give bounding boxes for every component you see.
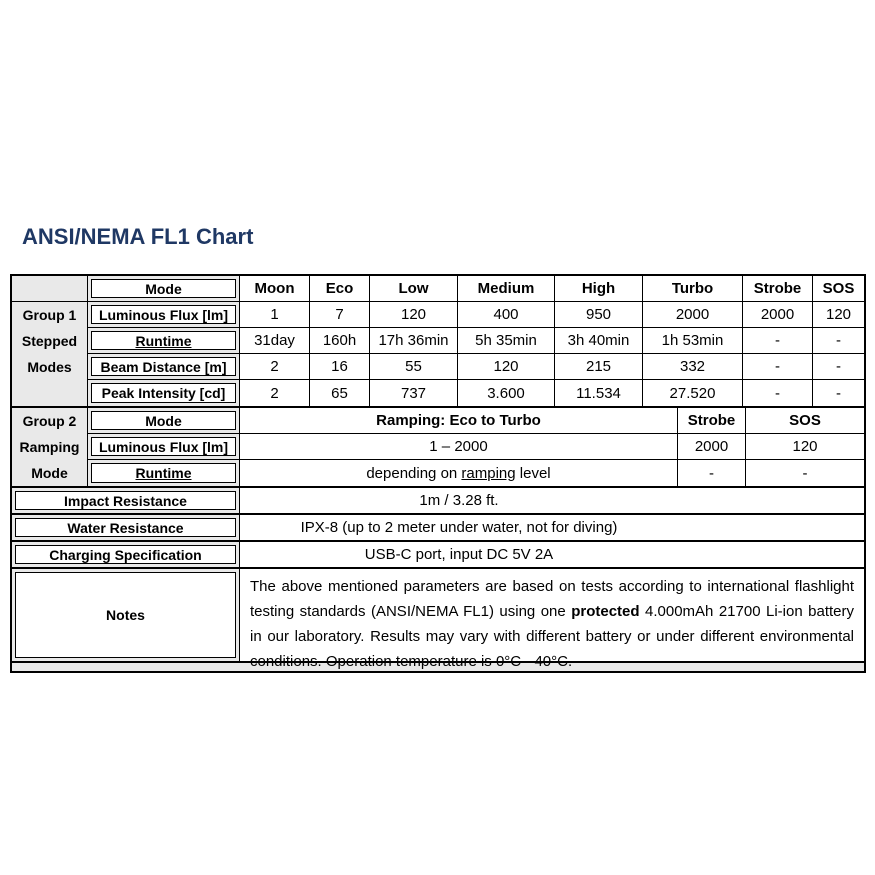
data-cell: 2000 [678,434,746,459]
header-col-moon: Moon [240,276,310,301]
header-mode-label: Mode [91,279,236,298]
row-label-runtime: Runtime [91,331,236,350]
row-label-luminous-flux: Luminous Flux [lm] [91,305,236,324]
table-row-runtime [88,328,864,354]
data-cell: 5h 35min [458,328,555,353]
group2-label-line: Group 2 [22,413,77,429]
group1-label-line: Modes [27,359,72,375]
data-cell: 16 [310,354,370,379]
row-label-cell [88,434,240,459]
text-part: level [515,464,551,482]
data-cell: 3h 40min [555,328,643,353]
text-part: depending on [366,464,462,482]
notes-row [12,569,864,670]
page-title: ANSI/NEMA FL1 Chart [22,224,254,249]
spec-label-cell [12,488,240,513]
ramping-span-cell: 1 – 2000 [240,434,678,459]
header-col-high: High [555,276,643,301]
data-cell: - [743,354,813,379]
spec-value-impact-resistance: 1m / 3.28 ft. [419,492,499,509]
data-cell: 737 [370,380,458,406]
data-cell: 332 [643,354,743,379]
notes-text-part: The above mentioned parameters are based on tests according to international flashlight testing standards (ANSI/NEMA FL1) using one [250,578,854,620]
row-label-cell [88,408,240,433]
spec-row-water-resistance [12,515,864,542]
row-label-cell [88,460,240,486]
data-cell: - [836,358,841,375]
row-label-cell [88,354,240,379]
spec-value-cell [240,515,864,540]
group2-label-line: Ramping [19,439,80,455]
spec-value-water-resistance: IPX-8 (up to 2 meter under water, not for diving) [300,519,618,536]
data-cell: 2 [240,354,310,379]
row-label-cell [88,302,240,327]
data-cell: 3.600 [458,380,555,406]
data-cell: 11.534 [555,380,643,406]
notes-bold-word: protected [571,603,640,620]
data-cell: 2000 [643,302,743,327]
group2-label [12,408,88,486]
spec-value-cell [240,542,864,567]
row-label-mode: Mode [91,411,236,430]
data-cell: 65 [310,380,370,406]
spec-value-charging-specification: USB-C port, input DC 5V 2A [364,546,554,563]
row-label-beam-distance: Beam Distance [m] [91,357,236,376]
data-cell: - [836,332,841,349]
table-row-luminous-flux [88,302,864,328]
data-cell: 2 [240,380,310,406]
ramping-runtime-text [366,465,550,482]
data-cell: 950 [555,302,643,327]
data-cell: 55 [370,354,458,379]
data-cell: Strobe [678,408,746,433]
spec-label-cell [12,542,240,567]
data-cell: SOS [789,412,821,429]
data-cell: 1h 53min [643,328,743,353]
notes-paragraph [240,569,864,674]
spec-row-charging-specification [12,542,864,569]
group1-rows [88,302,864,406]
header-mode-cell [88,276,240,301]
notes-text-part: 4.000mAh 21700 Li-ion battery in our laboratory. Results may vary with different battery or under different environmental conditions. Operation temperature is 0°C - 40°C. [250,603,854,670]
fl1-table [10,274,866,673]
data-cell: 120 [792,438,818,455]
data-cell: - [678,460,746,486]
data-cell: 120 [370,302,458,327]
header-col-strobe: Strobe [743,276,813,301]
notes-text-cell [240,569,864,670]
table-row-beam-distance [88,354,864,380]
header-col-sos: SOS [822,280,855,297]
header-col-low: Low [370,276,458,301]
header-col-eco: Eco [310,276,370,301]
table-row-ramping-flux [88,434,864,460]
notes-label-cell [12,569,240,661]
group1-label [12,302,88,406]
spec-value-cell [240,488,864,513]
data-cell: 1 [240,302,310,327]
spec-label-water-resistance: Water Resistance [15,518,236,537]
data-cell: 17h 36min [370,328,458,353]
table-row-ramping-runtime [88,460,864,486]
data-cell: - [743,380,813,406]
row-label-luminous-flux: Luminous Flux [lm] [91,437,236,456]
data-cell: 27.520 [643,380,743,406]
data-cell: 120 [458,354,555,379]
table-row-peak-intensity [88,380,864,406]
spec-label-impact-resistance: Impact Resistance [15,491,236,510]
row-label-peak-intensity: Peak Intensity [cd] [91,383,236,403]
row-label-runtime: Runtime [91,463,236,483]
data-cell: - [836,384,841,402]
header-col-turbo: Turbo [643,276,743,301]
header-col-medium: Medium [458,276,555,301]
spec-row-impact-resistance [12,488,864,515]
header-empty-cell [12,276,88,301]
group2-label-line: Mode [31,465,68,481]
table-row-ramping-mode [88,408,864,434]
group2-section [12,408,864,488]
header-row [12,276,864,302]
row-label-cell [88,380,240,406]
data-cell: 215 [555,354,643,379]
ramping-span-cell [240,460,678,486]
group1-label-line: Stepped [21,333,78,349]
data-cell: - [743,328,813,353]
data-cell: 400 [458,302,555,327]
data-cell: 7 [310,302,370,327]
data-cell: - [802,464,808,482]
notes-label: Notes [15,572,236,658]
row-label-cell [88,328,240,353]
group1-label-line: Group 1 [22,307,77,323]
group2-rows [88,408,864,486]
data-cell: 120 [825,306,852,323]
data-cell: 2000 [743,302,813,327]
data-cell: 31day [240,328,310,353]
spec-label-charging-specification: Charging Specification [15,545,236,564]
data-cell: 160h [310,328,370,353]
text-part-underlined: ramping [461,464,516,482]
spec-label-cell [12,515,240,540]
group1-section [12,302,864,408]
ramping-span-cell: Ramping: Eco to Turbo [240,408,678,433]
